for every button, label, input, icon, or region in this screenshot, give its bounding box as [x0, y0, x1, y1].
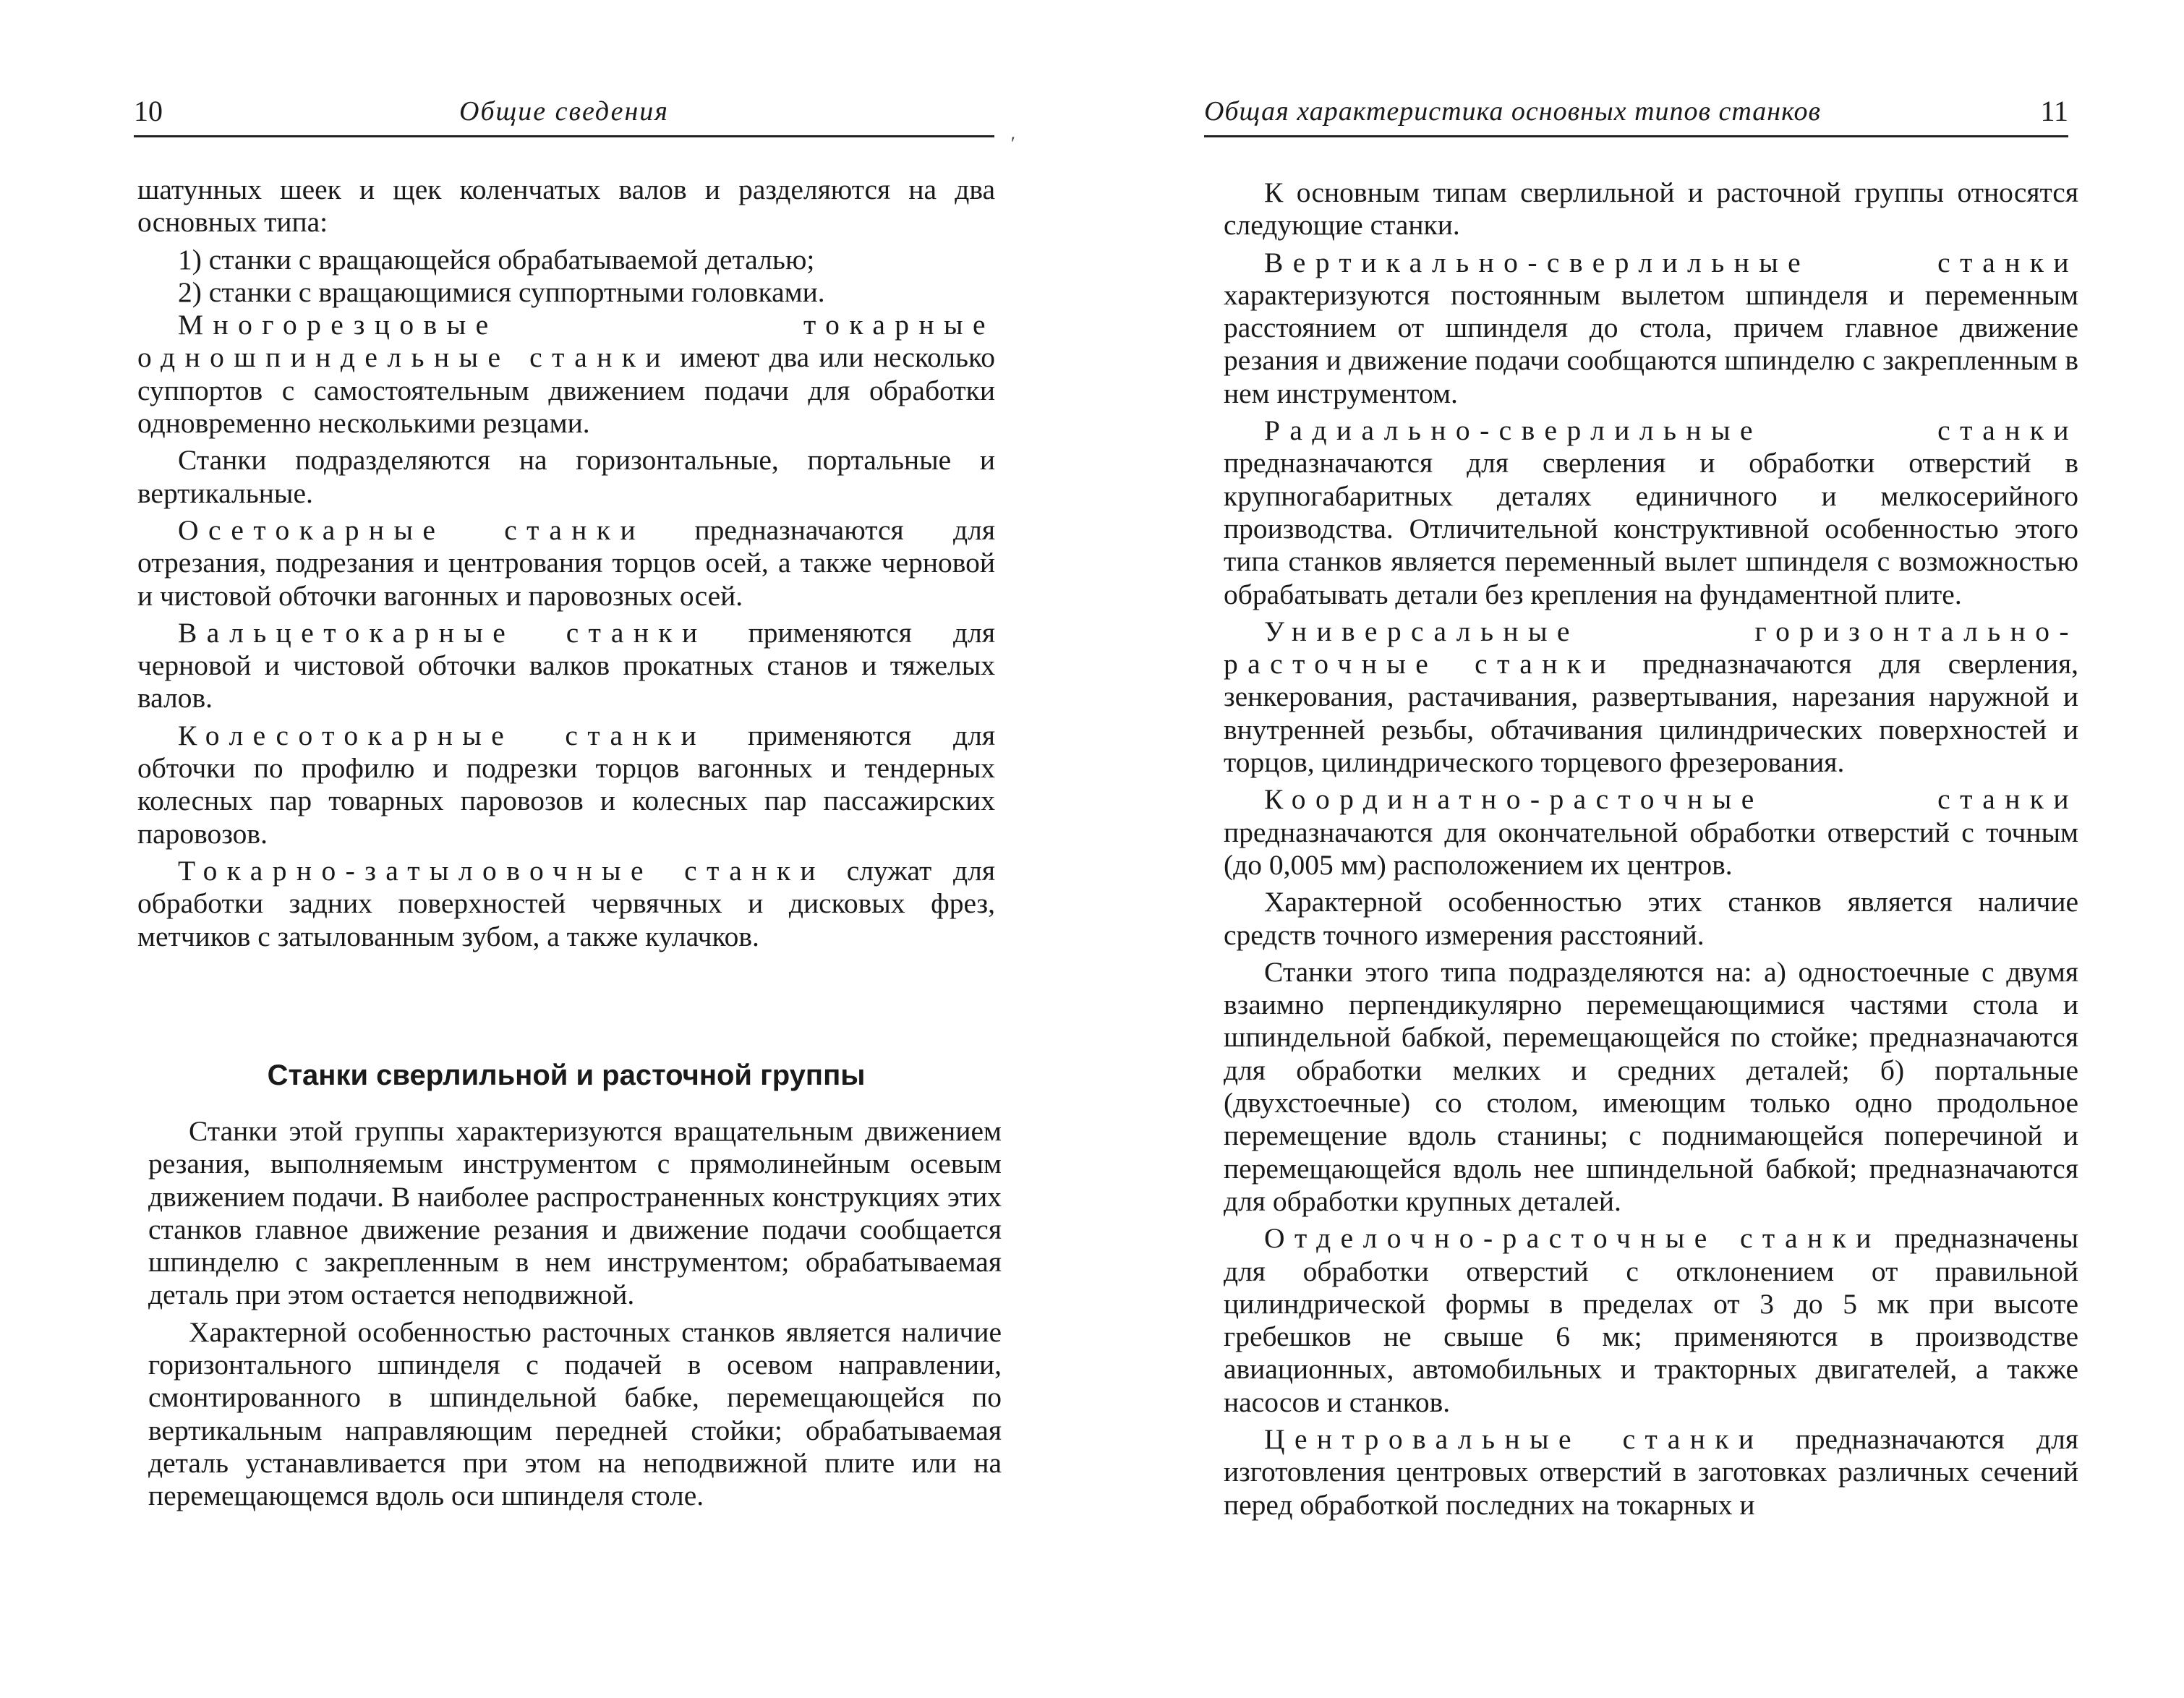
paragraph-text: применяются для черновой и чистовой обточки валков прокатных станов и тяжелых валов.	[137, 616, 995, 714]
paragraph	[148, 1316, 1002, 1513]
paragraph	[1224, 414, 2078, 611]
paragraph	[137, 276, 995, 309]
right-text	[1224, 176, 2078, 1526]
term-spaced: Центровальные станки	[1264, 1422, 1764, 1455]
paragraph-text: имеют два или несколько суппортов с самостоятельным движением подачи для обработки одновременно несколькими резцами.	[137, 341, 995, 440]
paragraph	[137, 444, 995, 510]
paragraph	[1224, 1423, 2078, 1522]
paragraph	[137, 244, 995, 276]
paragraph-text: предназначаются для изготовления центровых отверстий в заготовках различных сечений перед обработкой последних на токарных и	[1224, 1422, 2078, 1521]
paragraph-text: Станки подразделяются на горизонтальные, портальные и вертикальные.	[137, 444, 995, 509]
left-text-lower	[148, 1115, 1002, 1517]
paragraph-text: Характерной особенностью расточных станков является наличие горизонтального шпинделя с подачей в осевом направлении, смонтированного в шпиндельной бабке, перемещающейся по вертикальным направляющим передней стойки; обрабатываемая деталь устанавливается при этом на неподвижной плите или на перемещающемся вдоль оси шпинделя столе.	[148, 1315, 1002, 1512]
right-running-head	[1204, 85, 2068, 137]
term-spaced: Отделочно-расточные станки	[1264, 1222, 1881, 1255]
paragraph	[148, 1115, 1002, 1312]
term-spaced: Вальцетокарные станки	[178, 616, 707, 649]
paragraph	[137, 720, 995, 850]
paragraph-text: К основным типам сверлильной и расточной группы относятся следующие станки.	[1224, 176, 2078, 242]
left-header-rule	[134, 135, 994, 137]
paragraph-text: 2) станки с вращающимися суппортными головками.	[178, 276, 825, 308]
paragraph-text: служат для обработки задних поверхностей червячных и дисковых фрез, метчиков с затылованным зубом, а также кулачков.	[137, 854, 995, 952]
paragraph	[1224, 247, 2078, 410]
left-text-upper	[137, 174, 995, 957]
left-page-number: 10	[134, 95, 163, 127]
paragraph-text: Станки этой группы характеризуются вращательным движением резания, выполняемым инструментом с прямолинейным осевым движением подачи. В наиболее распространенных конструкциях этих станков главное движение резания и движение подачи сообщается шпинделю с закрепленным в нем инструментом; обрабатываемая деталь при этом остается неподвижной.	[148, 1115, 1002, 1311]
paragraph	[137, 855, 995, 953]
paragraph	[137, 617, 995, 715]
left-running-title: Общие сведения	[459, 96, 669, 127]
paragraph-text: предназначаются для сверления и обработки отверстий в крупногабаритных деталях единичного и мелкосерийного производства. Отличительной конструктивной особенностью этого типа станков является переменный вылет шпинделя с возможностью обрабатывать детали без крепления на фундаментной плите.	[1224, 447, 2078, 610]
left-running-head	[134, 85, 994, 137]
term-spaced: Многорезцовые токарные одношпиндельные станки	[137, 309, 995, 374]
paragraph	[137, 174, 995, 239]
right-running-title: Общая характеристика основных типов станков	[1204, 96, 1821, 127]
paragraph	[137, 309, 995, 440]
paragraph	[137, 514, 995, 613]
paragraph-text: Характерной особенностью этих станков является наличие средств точного измерения расстояний.	[1224, 886, 2078, 951]
section-heading: Станки сверлильной и расточной группы	[267, 1059, 866, 1091]
term-spaced: Координатно-расточные станки	[1264, 783, 2078, 816]
term-spaced: Радиально-сверлильные станки	[1264, 414, 2078, 447]
right-page-number: 11	[2040, 95, 2068, 127]
stray-mark-icon: ′	[1011, 133, 1015, 154]
paragraph	[1224, 956, 2078, 1218]
paragraph	[1224, 615, 2078, 779]
paragraph-text: 1) станки с вращающейся обрабатываемой деталью;	[178, 243, 815, 276]
paragraph	[1224, 176, 2078, 242]
paragraph	[1224, 783, 2078, 882]
paragraph	[1224, 886, 2078, 952]
paragraph	[1224, 1222, 2078, 1419]
paragraph-text: предназначены для обработки отверстий с отклонением от правильной цилиндрической формы в пределах от 3 до 5 мк при высоте гребешков не свыше 6 мк; применяются в производстве авиационных, автомобильных и тракторных двигателей, а также насосов и станков.	[1224, 1222, 2078, 1418]
paragraph-text: применяются для обточки по профилю и подрезки торцов вагонных и тендерных колесных пар товарных паровозов и колесных пар пассажирских паровозов.	[137, 719, 995, 850]
paragraph-text: Станки этого типа подразделяются на: а) одностоечные с двумя взаимно перпендикулярно перемещающимися частями стола и шпиндельной бабкой, перемещающейся по стойке; предназначаются для обработки мелких и средних деталей; б) портальные (двухстоечные) со столом, имеющим только одно продольное перемещение вдоль станины; с поднимающейся поперечиной и перемещающейся вдоль нее шпиндельной бабкой; предназначаются для обработки крупных деталей.	[1224, 955, 2078, 1217]
term-spaced: Универсальные горизонтально-расточные станки	[1224, 615, 2078, 681]
term-spaced: Колесотокарные станки	[178, 719, 707, 751]
term-spaced: Осетокарные станки	[178, 513, 646, 546]
right-header-rule	[1204, 135, 2068, 137]
paragraph-text: характеризуются постоянным вылетом шпинделя и переменным расстоянием от шпинделя до стола, причем главное движение резания и движение подачи сообщаются шпинделю с закрепленным в нем инструментом.	[1224, 278, 2078, 409]
paragraph-text: шатунных шеек и щек коленчатых валов и разделяются на два основных типа:	[137, 174, 995, 239]
right-page	[1092, 0, 2184, 1698]
term-spaced: Вертикально-сверлильные станки	[1264, 246, 2078, 278]
paragraph-text: предназначаются для отрезания, подрезания и центрования торцов осей, а также черновой и чистовой обточки вагонных и паровозных осей.	[137, 513, 996, 612]
paragraph-text: предназначаются для окончательной обработки отверстий с точным (до 0,005 мм) расположением их центров.	[1224, 816, 2078, 881]
paragraph-text: предназначаются для сверления, зенкерования, растачивания, развертывания, нарезания наружной и внутренней резьбы, обтачивания цилиндрических поверхностей и торцов, цилиндрического торцевого фрезерования.	[1224, 648, 2078, 779]
term-spaced: Токарно-затыловочные станки	[178, 854, 826, 887]
